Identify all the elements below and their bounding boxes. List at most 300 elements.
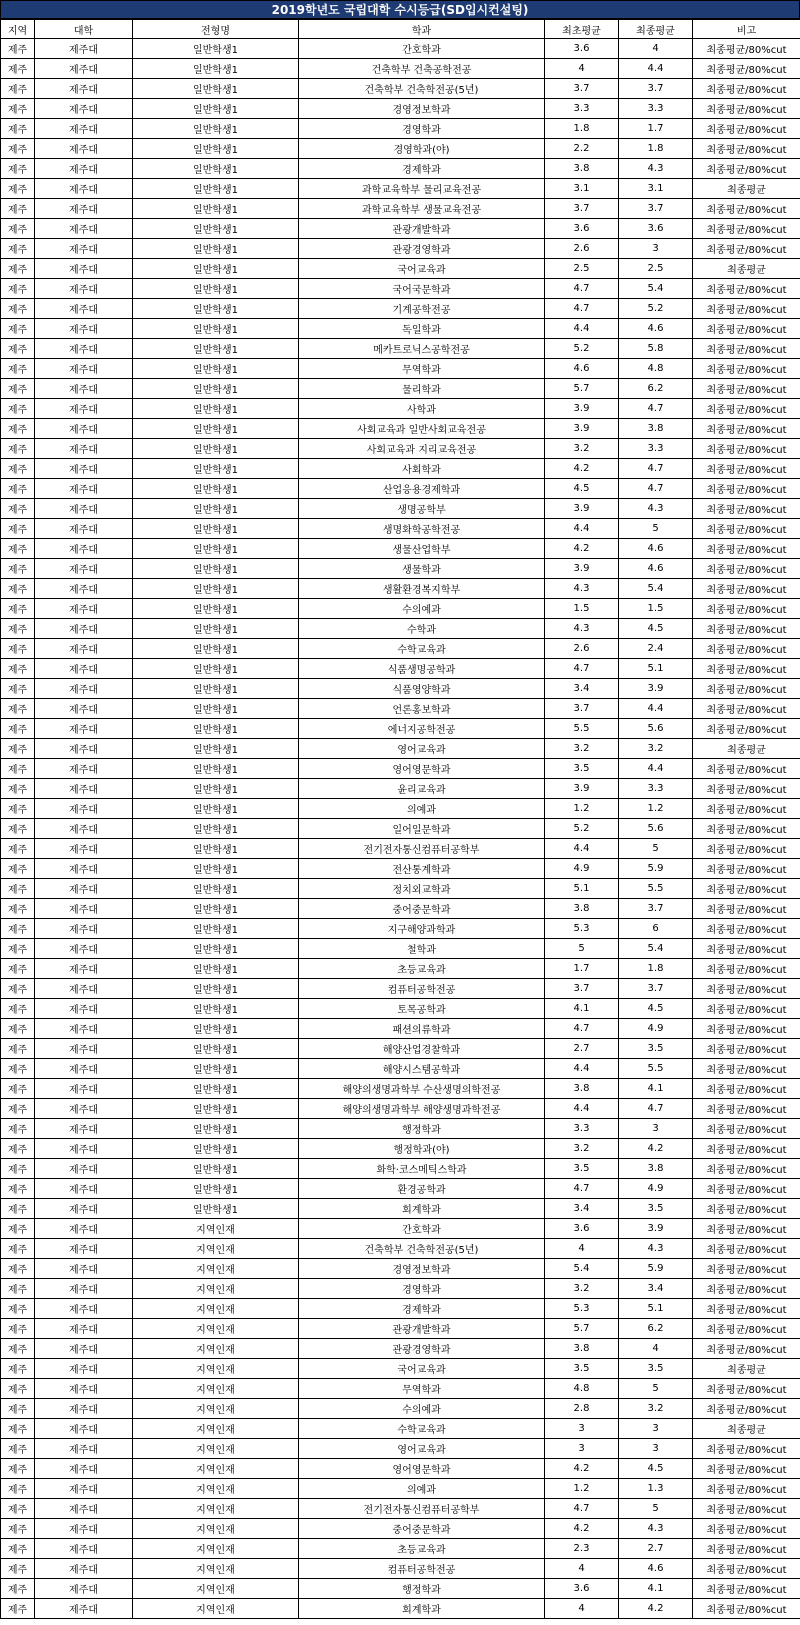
initial-average-cell: 4.7 — [545, 1179, 619, 1199]
admission-type-cell: 지역인재 — [133, 1399, 299, 1419]
note-cell: 최종평균/80%cut — [693, 159, 800, 179]
table-row — [1, 659, 800, 679]
department-cell: 정치외교학과 — [299, 879, 545, 899]
initial-average-cell: 5.3 — [545, 919, 619, 939]
university-cell: 제주대 — [35, 499, 133, 519]
region-cell: 제주 — [1, 1119, 35, 1139]
university-cell: 제주대 — [35, 839, 133, 859]
final-average-cell: 4.4 — [619, 759, 693, 779]
note-cell: 최종평균/80%cut — [693, 299, 800, 319]
region-cell: 제주 — [1, 579, 35, 599]
region-cell: 제주 — [1, 1419, 35, 1439]
initial-average-cell: 3 — [545, 1419, 619, 1439]
university-cell: 제주대 — [35, 519, 133, 539]
department-cell: 경영정보학과 — [299, 99, 545, 119]
final-average-cell: 4.3 — [619, 1239, 693, 1259]
admission-type-cell: 일반학생1 — [133, 619, 299, 639]
admission-type-cell: 일반학생1 — [133, 299, 299, 319]
department-cell: 수의예과 — [299, 599, 545, 619]
admission-type-cell: 일반학생1 — [133, 719, 299, 739]
department-cell: 독일학과 — [299, 319, 545, 339]
table-row — [1, 999, 800, 1019]
university-cell: 제주대 — [35, 819, 133, 839]
initial-average-cell: 3.8 — [545, 159, 619, 179]
admission-type-cell: 지역인재 — [133, 1359, 299, 1379]
header-initial-average: 최초평균 — [545, 20, 619, 39]
department-cell: 무역학과 — [299, 1379, 545, 1399]
initial-average-cell: 4.5 — [545, 479, 619, 499]
university-cell: 제주대 — [35, 1559, 133, 1579]
final-average-cell: 4 — [619, 39, 693, 59]
table-row — [1, 979, 800, 999]
admission-type-cell: 일반학생1 — [133, 859, 299, 879]
final-average-cell: 3.2 — [619, 739, 693, 759]
department-cell: 간호학과 — [299, 39, 545, 59]
initial-average-cell: 4.7 — [545, 1499, 619, 1519]
note-cell: 최종평균/80%cut — [693, 559, 800, 579]
region-cell: 제주 — [1, 1599, 35, 1619]
region-cell: 제주 — [1, 1379, 35, 1399]
department-cell: 사회교육과 지리교육전공 — [299, 439, 545, 459]
university-cell: 제주대 — [35, 379, 133, 399]
department-cell: 건축학부 건축학전공(5년) — [299, 1239, 545, 1259]
admission-type-cell: 지역인재 — [133, 1379, 299, 1399]
university-cell: 제주대 — [35, 599, 133, 619]
university-cell: 제주대 — [35, 759, 133, 779]
university-cell: 제주대 — [35, 199, 133, 219]
initial-average-cell: 4.6 — [545, 359, 619, 379]
region-cell: 제주 — [1, 499, 35, 519]
admission-type-cell: 일반학생1 — [133, 739, 299, 759]
note-cell: 최종평균/80%cut — [693, 979, 800, 999]
university-cell: 제주대 — [35, 139, 133, 159]
table-row — [1, 1219, 800, 1239]
final-average-cell: 3.7 — [619, 79, 693, 99]
admission-type-cell: 일반학생1 — [133, 419, 299, 439]
final-average-cell: 6.2 — [619, 379, 693, 399]
university-cell: 제주대 — [35, 1339, 133, 1359]
final-average-cell: 4.3 — [619, 1519, 693, 1539]
region-cell: 제주 — [1, 1099, 35, 1119]
admission-type-cell: 지역인재 — [133, 1479, 299, 1499]
note-cell: 최종평균/80%cut — [693, 1539, 800, 1559]
region-cell: 제주 — [1, 359, 35, 379]
region-cell: 제주 — [1, 1039, 35, 1059]
university-cell: 제주대 — [35, 179, 133, 199]
note-cell: 최종평균/80%cut — [693, 1319, 800, 1339]
admission-type-cell: 지역인재 — [133, 1539, 299, 1559]
admission-type-cell: 일반학생1 — [133, 1059, 299, 1079]
note-cell: 최종평균/80%cut — [693, 59, 800, 79]
department-cell: 회계학과 — [299, 1199, 545, 1219]
final-average-cell: 5.6 — [619, 719, 693, 739]
department-cell: 국어교육과 — [299, 259, 545, 279]
department-cell: 건축학부 건축공학전공 — [299, 59, 545, 79]
region-cell: 제주 — [1, 1479, 35, 1499]
university-cell: 제주대 — [35, 159, 133, 179]
table-row — [1, 1399, 800, 1419]
initial-average-cell: 1.5 — [545, 599, 619, 619]
admission-type-cell: 일반학생1 — [133, 1099, 299, 1119]
header-row — [1, 20, 800, 39]
university-cell: 제주대 — [35, 679, 133, 699]
department-cell: 지구해양과학과 — [299, 919, 545, 939]
initial-average-cell: 4.3 — [545, 579, 619, 599]
region-cell: 제주 — [1, 159, 35, 179]
initial-average-cell: 2.6 — [545, 639, 619, 659]
university-cell: 제주대 — [35, 1219, 133, 1239]
table-row — [1, 239, 800, 259]
final-average-cell: 1.7 — [619, 119, 693, 139]
admission-type-cell: 일반학생1 — [133, 79, 299, 99]
region-cell: 제주 — [1, 1139, 35, 1159]
final-average-cell: 4.8 — [619, 359, 693, 379]
initial-average-cell: 4.4 — [545, 1059, 619, 1079]
department-cell: 중어중문학과 — [299, 899, 545, 919]
admission-type-cell: 일반학생1 — [133, 459, 299, 479]
note-cell: 최종평균/80%cut — [693, 699, 800, 719]
initial-average-cell: 3.5 — [545, 759, 619, 779]
initial-average-cell: 4.3 — [545, 619, 619, 639]
table-row — [1, 699, 800, 719]
department-cell: 행정학과 — [299, 1119, 545, 1139]
note-cell: 최종평균/80%cut — [693, 1379, 800, 1399]
initial-average-cell: 5.2 — [545, 339, 619, 359]
initial-average-cell: 3.6 — [545, 1219, 619, 1239]
university-cell: 제주대 — [35, 59, 133, 79]
admission-type-cell: 일반학생1 — [133, 1139, 299, 1159]
initial-average-cell: 2.2 — [545, 139, 619, 159]
admission-type-cell: 일반학생1 — [133, 899, 299, 919]
table-row — [1, 1459, 800, 1479]
university-cell: 제주대 — [35, 1599, 133, 1619]
university-cell: 제주대 — [35, 1439, 133, 1459]
admission-type-cell: 지역인재 — [133, 1499, 299, 1519]
university-cell: 제주대 — [35, 1539, 133, 1559]
final-average-cell: 4.7 — [619, 399, 693, 419]
initial-average-cell: 5.5 — [545, 719, 619, 739]
region-cell: 제주 — [1, 339, 35, 359]
initial-average-cell: 4.2 — [545, 1459, 619, 1479]
note-cell: 최종평균/80%cut — [693, 99, 800, 119]
region-cell: 제주 — [1, 979, 35, 999]
note-cell: 최종평균/80%cut — [693, 479, 800, 499]
admission-type-cell: 지역인재 — [133, 1299, 299, 1319]
region-cell: 제주 — [1, 639, 35, 659]
note-cell: 최종평균/80%cut — [693, 1199, 800, 1219]
university-cell: 제주대 — [35, 339, 133, 359]
university-cell: 제주대 — [35, 579, 133, 599]
table-row — [1, 559, 800, 579]
note-cell: 최종평균 — [693, 1419, 800, 1439]
table-row — [1, 419, 800, 439]
final-average-cell: 5.5 — [619, 879, 693, 899]
final-average-cell: 5.8 — [619, 339, 693, 359]
region-cell: 제주 — [1, 1059, 35, 1079]
table-title: 2019학년도 국립대학 수시등급(SD입시컨설팅) — [0, 0, 800, 19]
note-cell: 최종평균/80%cut — [693, 1559, 800, 1579]
table-row — [1, 379, 800, 399]
admission-type-cell: 일반학생1 — [133, 399, 299, 419]
note-cell: 최종평균/80%cut — [693, 1439, 800, 1459]
department-cell: 초등교육과 — [299, 1539, 545, 1559]
admission-type-cell: 지역인재 — [133, 1559, 299, 1579]
initial-average-cell: 1.2 — [545, 1479, 619, 1499]
initial-average-cell: 4 — [545, 59, 619, 79]
initial-average-cell: 3.7 — [545, 699, 619, 719]
final-average-cell: 3.5 — [619, 1199, 693, 1219]
final-average-cell: 5.9 — [619, 1259, 693, 1279]
table-row — [1, 539, 800, 559]
table-row — [1, 219, 800, 239]
final-average-cell: 4.7 — [619, 479, 693, 499]
university-cell: 제주대 — [35, 639, 133, 659]
initial-average-cell: 4.1 — [545, 999, 619, 1019]
note-cell: 최종평균/80%cut — [693, 759, 800, 779]
note-cell: 최종평균/80%cut — [693, 879, 800, 899]
table-row — [1, 1259, 800, 1279]
region-cell: 제주 — [1, 1359, 35, 1379]
university-cell: 제주대 — [35, 1319, 133, 1339]
initial-average-cell: 3.7 — [545, 979, 619, 999]
department-cell: 윤리교육과 — [299, 779, 545, 799]
region-cell: 제주 — [1, 619, 35, 639]
department-cell: 사회교육과 일반사회교육전공 — [299, 419, 545, 439]
note-cell: 최종평균/80%cut — [693, 1279, 800, 1299]
note-cell: 최종평균/80%cut — [693, 1339, 800, 1359]
header-final-average: 최종평균 — [619, 20, 693, 39]
admission-type-cell: 일반학생1 — [133, 359, 299, 379]
department-cell: 패션의류학과 — [299, 1019, 545, 1039]
initial-average-cell: 5.1 — [545, 879, 619, 899]
university-cell: 제주대 — [35, 419, 133, 439]
table-row — [1, 639, 800, 659]
university-cell: 제주대 — [35, 39, 133, 59]
initial-average-cell: 3.1 — [545, 179, 619, 199]
initial-average-cell: 3.9 — [545, 419, 619, 439]
table-row — [1, 679, 800, 699]
final-average-cell: 3.7 — [619, 899, 693, 919]
table-row — [1, 319, 800, 339]
note-cell: 최종평균/80%cut — [693, 359, 800, 379]
region-cell: 제주 — [1, 919, 35, 939]
region-cell: 제주 — [1, 839, 35, 859]
final-average-cell: 5 — [619, 1499, 693, 1519]
university-cell: 제주대 — [35, 479, 133, 499]
note-cell: 최종평균/80%cut — [693, 459, 800, 479]
university-cell: 제주대 — [35, 459, 133, 479]
region-cell: 제주 — [1, 219, 35, 239]
final-average-cell: 3.1 — [619, 179, 693, 199]
region-cell: 제주 — [1, 739, 35, 759]
initial-average-cell: 3.5 — [545, 1359, 619, 1379]
admission-type-cell: 일반학생1 — [133, 59, 299, 79]
final-average-cell: 4.6 — [619, 1559, 693, 1579]
final-average-cell: 5.5 — [619, 1059, 693, 1079]
note-cell: 최종평균/80%cut — [693, 1219, 800, 1239]
region-cell: 제주 — [1, 1019, 35, 1039]
table-row — [1, 459, 800, 479]
note-cell: 최종평균/80%cut — [693, 319, 800, 339]
admission-type-cell: 지역인재 — [133, 1419, 299, 1439]
region-cell: 제주 — [1, 1239, 35, 1259]
table-row — [1, 1139, 800, 1159]
admission-type-cell: 일반학생1 — [133, 599, 299, 619]
initial-average-cell: 4.4 — [545, 519, 619, 539]
note-cell: 최종평균/80%cut — [693, 579, 800, 599]
table-row — [1, 899, 800, 919]
department-cell: 전산통계학과 — [299, 859, 545, 879]
department-cell: 경영학과 — [299, 119, 545, 139]
department-cell: 초등교육과 — [299, 959, 545, 979]
department-cell: 수학교육과 — [299, 1419, 545, 1439]
department-cell: 관광개발학과 — [299, 219, 545, 239]
final-average-cell: 3 — [619, 1439, 693, 1459]
table-row — [1, 39, 800, 59]
table-row — [1, 1079, 800, 1099]
final-average-cell: 4.7 — [619, 459, 693, 479]
admission-type-cell: 일반학생1 — [133, 259, 299, 279]
note-cell: 최종평균/80%cut — [693, 1599, 800, 1619]
university-cell: 제주대 — [35, 859, 133, 879]
table-row — [1, 499, 800, 519]
department-cell: 해양의생명과학부 해양생명과학전공 — [299, 1099, 545, 1119]
final-average-cell: 1.3 — [619, 1479, 693, 1499]
admission-type-cell: 일반학생1 — [133, 659, 299, 679]
note-cell: 최종평균/80%cut — [693, 1519, 800, 1539]
department-cell: 전기전자통신컴퓨터공학부 — [299, 839, 545, 859]
initial-average-cell: 3.4 — [545, 1199, 619, 1219]
initial-average-cell: 4.7 — [545, 659, 619, 679]
initial-average-cell: 4.2 — [545, 459, 619, 479]
university-cell: 제주대 — [35, 799, 133, 819]
initial-average-cell: 5.4 — [545, 1259, 619, 1279]
initial-average-cell: 3.9 — [545, 499, 619, 519]
admission-type-cell: 일반학생1 — [133, 219, 299, 239]
department-cell: 경영학과 — [299, 1279, 545, 1299]
region-cell: 제주 — [1, 859, 35, 879]
initial-average-cell: 3.6 — [545, 219, 619, 239]
initial-average-cell: 2.8 — [545, 1399, 619, 1419]
initial-average-cell: 1.7 — [545, 959, 619, 979]
region-cell: 제주 — [1, 259, 35, 279]
region-cell: 제주 — [1, 419, 35, 439]
admission-type-cell: 일반학생1 — [133, 439, 299, 459]
final-average-cell: 4.1 — [619, 1579, 693, 1599]
note-cell: 최종평균/80%cut — [693, 1019, 800, 1039]
admission-type-cell: 지역인재 — [133, 1319, 299, 1339]
note-cell: 최종평균/80%cut — [693, 79, 800, 99]
region-cell: 제주 — [1, 479, 35, 499]
admission-type-cell: 지역인재 — [133, 1279, 299, 1299]
region-cell: 제주 — [1, 1559, 35, 1579]
department-cell: 생명화학공학전공 — [299, 519, 545, 539]
table-row — [1, 179, 800, 199]
final-average-cell: 2.5 — [619, 259, 693, 279]
department-cell: 경영학과(야) — [299, 139, 545, 159]
final-average-cell: 4.9 — [619, 1019, 693, 1039]
note-cell: 최종평균/80%cut — [693, 119, 800, 139]
department-cell: 에너지공학전공 — [299, 719, 545, 739]
university-cell: 제주대 — [35, 1259, 133, 1279]
final-average-cell: 5.1 — [619, 659, 693, 679]
final-average-cell: 1.8 — [619, 959, 693, 979]
initial-average-cell: 3.4 — [545, 679, 619, 699]
header-region: 지역 — [1, 20, 35, 39]
table-row — [1, 1479, 800, 1499]
note-cell: 최종평균/80%cut — [693, 379, 800, 399]
admission-type-cell: 일반학생1 — [133, 1199, 299, 1219]
department-cell: 행정학과 — [299, 1579, 545, 1599]
table-row — [1, 759, 800, 779]
university-cell: 제주대 — [35, 1499, 133, 1519]
university-cell: 제주대 — [35, 1419, 133, 1439]
admission-type-cell: 일반학생1 — [133, 339, 299, 359]
final-average-cell: 1.2 — [619, 799, 693, 819]
table-row — [1, 199, 800, 219]
university-cell: 제주대 — [35, 699, 133, 719]
table-row — [1, 1099, 800, 1119]
department-cell: 과학교육학부 생물교육전공 — [299, 199, 545, 219]
admission-type-cell: 일반학생1 — [133, 379, 299, 399]
initial-average-cell: 3 — [545, 1439, 619, 1459]
final-average-cell: 4.6 — [619, 539, 693, 559]
table-row — [1, 399, 800, 419]
university-cell: 제주대 — [35, 1039, 133, 1059]
final-average-cell: 5.4 — [619, 939, 693, 959]
final-average-cell: 3 — [619, 1419, 693, 1439]
initial-average-cell: 4.7 — [545, 279, 619, 299]
initial-average-cell: 3.3 — [545, 1119, 619, 1139]
admission-type-cell: 일반학생1 — [133, 499, 299, 519]
department-cell: 행정학과(야) — [299, 1139, 545, 1159]
table-row — [1, 1419, 800, 1439]
note-cell: 최종평균/80%cut — [693, 199, 800, 219]
region-cell: 제주 — [1, 459, 35, 479]
region-cell: 제주 — [1, 559, 35, 579]
department-cell: 언론홍보학과 — [299, 699, 545, 719]
table-row — [1, 719, 800, 739]
initial-average-cell: 3.5 — [545, 1159, 619, 1179]
region-cell: 제주 — [1, 1439, 35, 1459]
initial-average-cell: 3.8 — [545, 1339, 619, 1359]
final-average-cell: 6.2 — [619, 1319, 693, 1339]
initial-average-cell: 3.8 — [545, 899, 619, 919]
initial-average-cell: 4 — [545, 1559, 619, 1579]
region-cell: 제주 — [1, 1499, 35, 1519]
university-cell: 제주대 — [35, 959, 133, 979]
note-cell: 최종평균/80%cut — [693, 279, 800, 299]
university-cell: 제주대 — [35, 1079, 133, 1099]
admission-type-cell: 지역인재 — [133, 1239, 299, 1259]
department-cell: 해양시스템공학과 — [299, 1059, 545, 1079]
admission-type-cell: 일반학생1 — [133, 99, 299, 119]
final-average-cell: 4.6 — [619, 559, 693, 579]
admission-type-cell: 일반학생1 — [133, 279, 299, 299]
university-cell: 제주대 — [35, 259, 133, 279]
region-cell: 제주 — [1, 179, 35, 199]
table-row — [1, 579, 800, 599]
admission-type-cell: 지역인재 — [133, 1259, 299, 1279]
department-cell: 산업응용경제학과 — [299, 479, 545, 499]
region-cell: 제주 — [1, 239, 35, 259]
table-row — [1, 859, 800, 879]
note-cell: 최종평균/80%cut — [693, 799, 800, 819]
university-cell: 제주대 — [35, 1199, 133, 1219]
department-cell: 건축학부 건축학전공(5년) — [299, 79, 545, 99]
table-row — [1, 1519, 800, 1539]
region-cell: 제주 — [1, 119, 35, 139]
